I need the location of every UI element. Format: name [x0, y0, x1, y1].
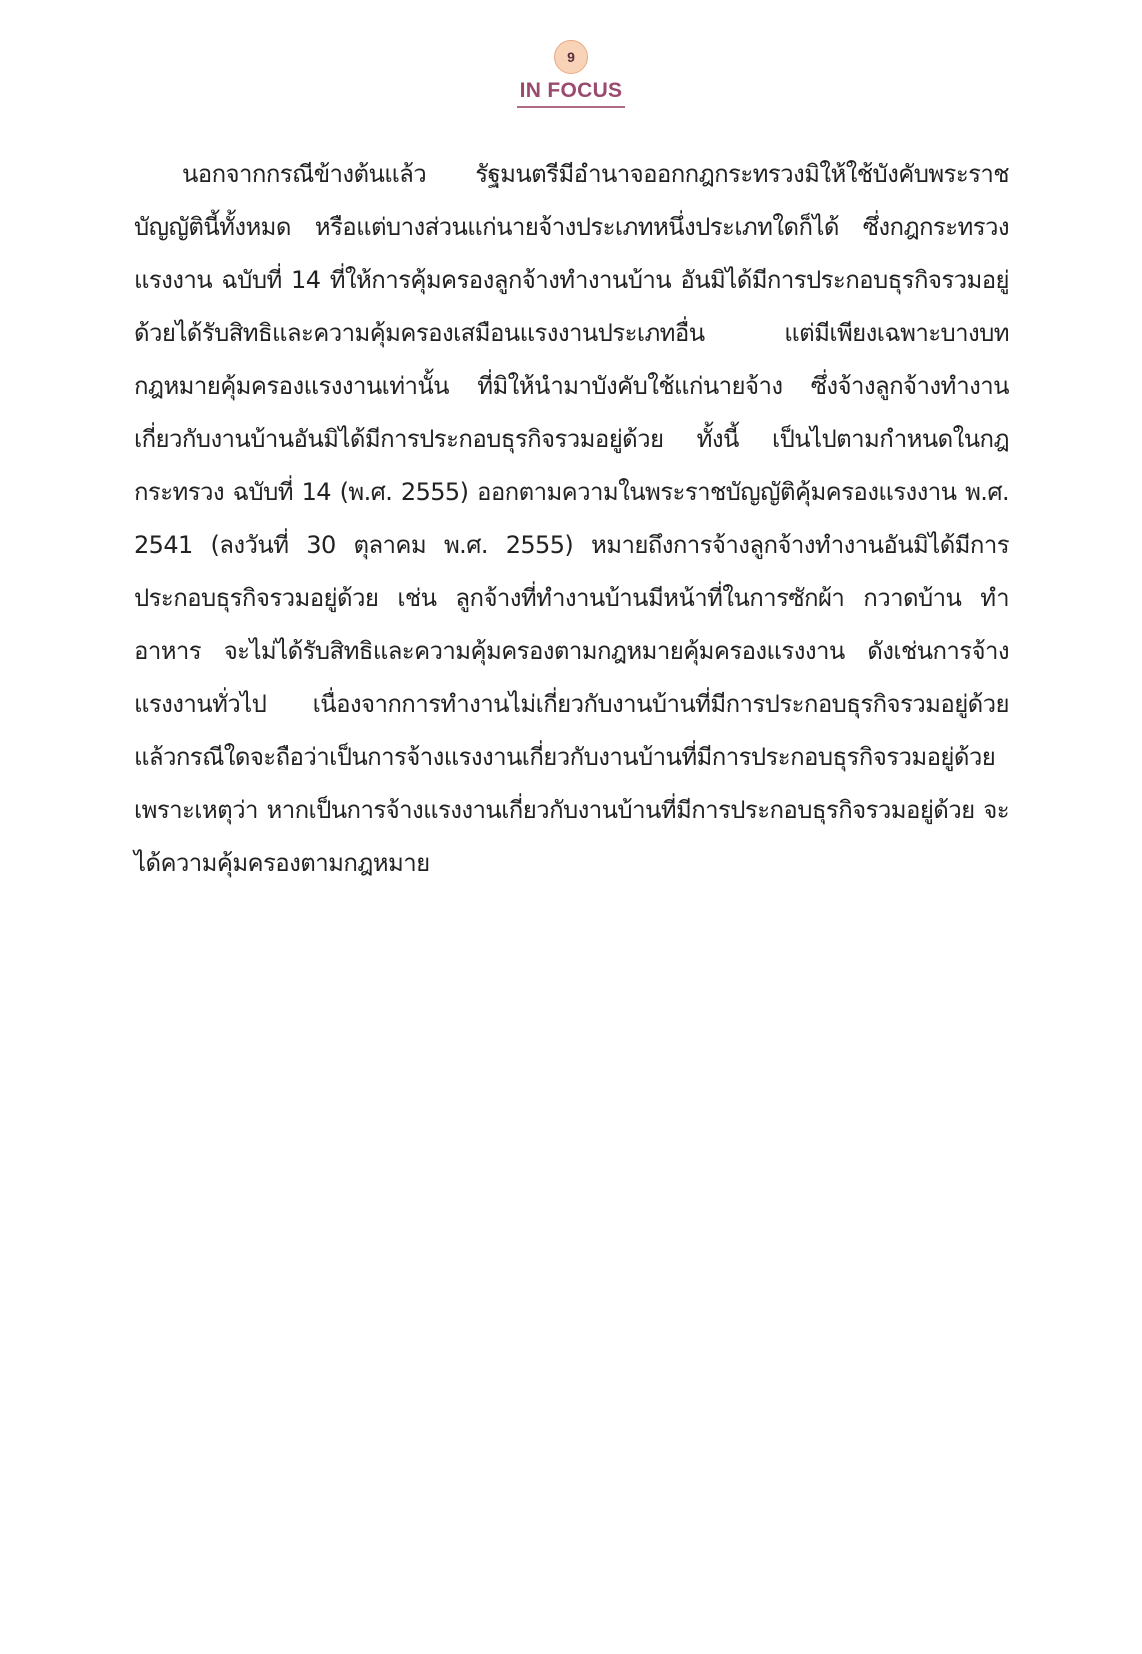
page-header — [0, 40, 1142, 108]
page-number-badge: 9 — [554, 40, 588, 74]
article-paragraph: นอกจากกรณีข้างต้นแล้ว รัฐมนตรีมีอำนาจออกกฎกระทรวงมิให้ใช้บังคับพระราชบัญญัตินี้ทั้งหมด หรือแต่บางส่วนแก่นายจ้างประเภทหนึ่งประเภทใดก็ได้ ซึ่งกฎกระทรวงแรงงาน ฉบับที่ 14 ที่ให้การคุ้มครองลูกจ้างทำงานบ้าน อันมิได้มีการประกอบธุรกิจรวมอยู่ด้วยได้รับสิทธิและความคุ้มครองเสมือนแรงงานประเภทอื่น แต่มีเพียงเฉพาะบางบทกฎหมายคุ้มครองแรงงานเท่านั้น ที่มิให้นำมาบังคับใช้แก่นายจ้าง ซึ่งจ้างลูกจ้างทำงานเกี่ยวกับงานบ้านอันมิได้มีการประกอบธุรกิจรวมอยู่ด้วย ทั้งนี้ เป็นไปตามกำหนดในกฎกระทรวง ฉบับที่ 14 (พ.ศ. 2555) ออกตามความในพระราชบัญญัติคุ้มครองแรงงาน พ.ศ. 2541 (ลงวันที่ 30 ตุลาคม พ.ศ. 2555) หมายถึงการจ้างลูกจ้างทำงานอันมิได้มีการประกอบธุรกิจรวมอยู่ด้วย เช่น ลูกจ้างที่ทำงานบ้านมีหน้าที่ในการซักผ้า กวาดบ้าน ทำอาหาร จะไม่ได้รับสิทธิและความคุ้มครองตามกฎหมายคุ้มครองแรงงาน ดังเช่นการจ้างแรงงานทั่วไป เนื่องจากการทำงานไม่เกี่ยวกับงานบ้านที่มีการประกอบธุรกิจรวมอยู่ด้วย แล้วกรณีใดจะถือว่าเป็นการจ้างแรงงานเกี่ยวกับงานบ้านที่มีการประกอบธุรกิจรวมอยู่ด้วย เพราะเหตุว่า หากเป็นการจ้างแรงงานเกี่ยวกับงานบ้านที่มีการประกอบธุรกิจรวมอยู่ด้วย จะได้ความคุ้มครองตามกฎหมาย — [134, 160, 1009, 877]
section-label: IN FOCUS — [517, 79, 626, 108]
